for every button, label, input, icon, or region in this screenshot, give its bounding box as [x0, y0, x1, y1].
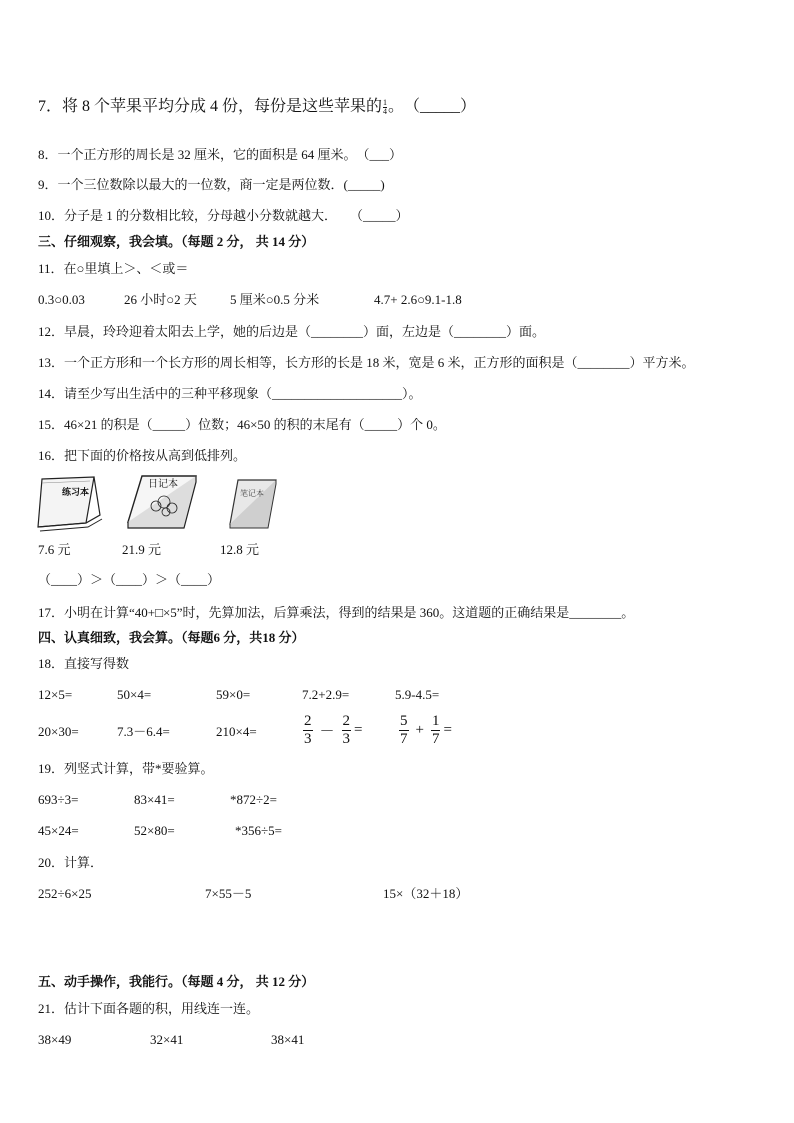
question-18: 18．直接写得数 [38, 656, 130, 671]
vertical-calc-item: 693÷3= [38, 792, 79, 807]
section-5-heading: 五、动手操作，我能行。（每题 4 分， 共 12 分） [38, 974, 315, 989]
question-17: 17．小明在计算“40+□×5”时，先算加法，后算乘法，得到的结果是 360。这道题的正确结果是________。 [38, 605, 635, 620]
estimate-item[interactable]: 32×41 [150, 1032, 184, 1047]
question-8: 8．一个正方形的周长是 32 厘米，它的面积是 64 厘米。 （___） [38, 147, 403, 162]
vertical-calc-item: 83×41= [134, 792, 175, 807]
q11-item[interactable]: 4.7+ 2.6○9.1-1.8 [374, 292, 462, 307]
diary-label: 日记本 [148, 479, 178, 490]
vertical-calc-item: *872÷2= [230, 792, 277, 807]
fraction-calc-1: 2 3 － $\frac{2}{3}$ = [304, 713, 363, 747]
price-order-blanks[interactable]: （____）＞（____）＞（____） [38, 572, 221, 587]
diary-price: 21.9 元 [122, 542, 162, 557]
notebook-price: 12.8 元 [220, 542, 260, 557]
calc-item: 50×4= [117, 687, 152, 702]
question-13: 13．一个正方形和一个长方形的周长相等，长方形的长是 18 米，宽是 6 米，正方形的面积是（________）平方米。 [38, 355, 695, 370]
calc-item: 7.3－6.4= [117, 724, 170, 739]
compute-item: 7×55－5 [205, 886, 252, 901]
calc-item: 12×5= [38, 687, 73, 702]
compute-item: 15×（32＋18） [383, 886, 469, 901]
question-11: 11．在○里填上＞、＜或＝ [38, 261, 189, 276]
question-7 [38, 97, 476, 117]
calc-item: 7.2+2.9= [302, 687, 350, 702]
question-15: 15．46×21 的积是（_____）位数；46×50 的积的末尾有（_____）个 0。 [38, 417, 446, 432]
estimate-item[interactable]: 38×41 [271, 1032, 305, 1047]
fraction-calc-2: 5 7 + $\frac{1}{7}$ = [400, 713, 452, 747]
calc-item: 59×0= [216, 687, 251, 702]
question-10: 10．分子是 1 的分数相比较，分母越小分数就越大． （_____） [38, 208, 409, 223]
calc-item: 20×30= [38, 724, 79, 739]
q11-item[interactable]: 26 小时○2 天 [124, 292, 197, 307]
question-19: 19．列竖式计算，带*要验算。 [38, 761, 214, 776]
question-7-text: 7．将 8 个苹果平均分成 4 份，每份是这些苹果的 [38, 98, 383, 115]
exercise-book-image [36, 473, 106, 535]
calc-item: 210×4= [216, 724, 257, 739]
q11-item[interactable]: 5 厘米○0.5 分米 [230, 292, 320, 307]
question-20: 20．计算． [38, 855, 104, 870]
compute-item: 252÷6×25 [38, 886, 92, 901]
question-14: 14．请至少写出生活中的三种平移现象（____________________）。 [38, 386, 422, 401]
notebook-image [226, 476, 282, 532]
estimate-item[interactable]: 38×49 [38, 1032, 72, 1047]
notebook-label: 笔记本 [240, 489, 264, 498]
question-21: 21．估计下面各题的积，用线连一连。 [38, 1001, 260, 1016]
exercise-book-price: 7.6 元 [38, 542, 71, 557]
exercise-book-label: 练习本 [62, 487, 90, 497]
question-12: 12．早晨，玲玲迎着太阳去上学，她的后边是（________）面，左边是（________）面。 [38, 324, 546, 339]
section-3-heading: 三、仔细观察，我会填。（每题 2 分， 共 14 分） [38, 234, 315, 249]
question-16: 16．把下面的价格按从高到低排列。 [38, 448, 247, 463]
question-9: 9．一个三位数除以最大的一位数，商一定是两位数．(_____) [38, 177, 385, 192]
vertical-calc-item: *356÷5= [235, 823, 282, 838]
q11-item[interactable]: 0.3○0.03 [38, 292, 85, 307]
answer-blank[interactable]: 。 （_____） [388, 98, 477, 115]
fraction-one-quarter: $\frac{1}{4}$ [383, 97, 388, 116]
section-4-heading: 四、认真细致，我会算。（每题6 分，共18 分） [38, 630, 305, 645]
vertical-calc-item: 52×80= [134, 823, 175, 838]
calc-item: 5.9-4.5= [395, 687, 440, 702]
vertical-calc-item: 45×24= [38, 823, 79, 838]
